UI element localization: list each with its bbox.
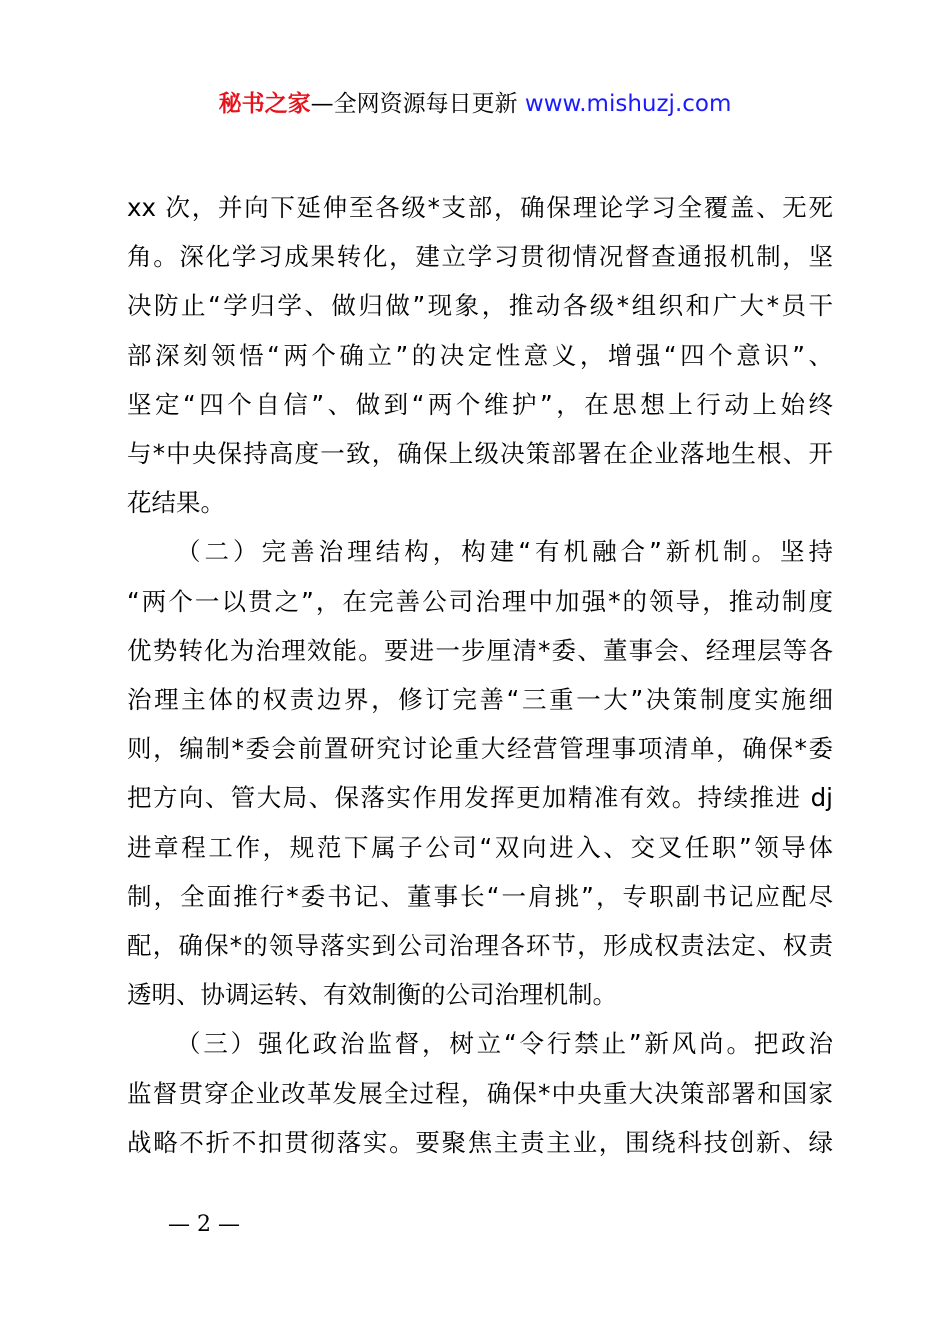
text-line: 监督贯穿企业改革发展全过程，确保*中央重大决策部署和国家 — [127, 1078, 833, 1108]
paragraph-section-2 — [127, 527, 833, 1019]
paragraph-continuation — [127, 183, 833, 527]
text-line: xx 次，并向下延伸至各级*支部，确保理论学习全覆盖、无死 — [127, 193, 833, 222]
text-line: 角。深化学习成果转化，建立学习贯彻情况督查通报机制，坚 — [127, 242, 833, 272]
text-line: “两个一以贯之”，在完善公司治理中加强*的领导，推动制度 — [127, 586, 833, 616]
text-line: 决防止“学归学、做归做”现象，推动各级*组织和广大*员干 — [127, 291, 833, 321]
text-line: 配，确保*的领导落实到公司治理各环节，形成权责法定、权责 — [127, 931, 833, 961]
text-line: 部深刻领悟“两个确立”的决定性意义，增强“四个意识”、 — [127, 340, 833, 370]
text-line: 花结果。 — [127, 488, 225, 518]
paragraph-section-3 — [127, 1019, 833, 1167]
text-line: 把方向、管大局、保落实作用发挥更加精准有效。持续推进 dj — [127, 783, 833, 813]
document-body — [127, 183, 833, 1167]
text-line: 则，编制*委会前置研究讨论重大经营管理事项清单，确保*委 — [127, 734, 833, 764]
page-number: — 2 — — [168, 1212, 240, 1237]
brand-name: 秘书之家 — [218, 91, 311, 117]
text-line: 与*中央保持高度一致，确保上级决策部署在企业落地生根、开 — [127, 439, 833, 469]
text-line: 治理主体的权责边界，修订完善“三重一大”决策制度实施细 — [127, 685, 833, 715]
text-line: 坚定“四个自信”、做到“两个维护”，在思想上行动上始终 — [127, 389, 833, 419]
text-line: 制，全面推行*委书记、董事长“一肩挑”，专职副书记应配尽 — [127, 881, 833, 911]
text-line: 战略不折不扣贯彻落实。要聚焦主责主业，围绕科技创新、绿 — [127, 1127, 833, 1157]
text-line: 优势转化为治理效能。要进一步厘清*委、董事会、经理层等各 — [127, 635, 833, 665]
header-tagline: —全网资源每日更新 — [310, 91, 525, 117]
text-line: 进章程工作，规范下属子公司“双向进入、交叉任职”领导体 — [127, 832, 833, 862]
section-heading-line: （二）完善治理结构，构建“有机融合”新机制。坚持 — [176, 537, 833, 567]
text-line: 透明、协调运转、有效制衡的公司治理机制。 — [127, 980, 617, 1010]
site-url-link[interactable]: www.mishuzj.com — [524, 91, 732, 117]
site-header — [0, 86, 950, 122]
section-heading-line: （三）强化政治监督，树立“令行禁止”新风尚。把政治 — [176, 1029, 833, 1059]
